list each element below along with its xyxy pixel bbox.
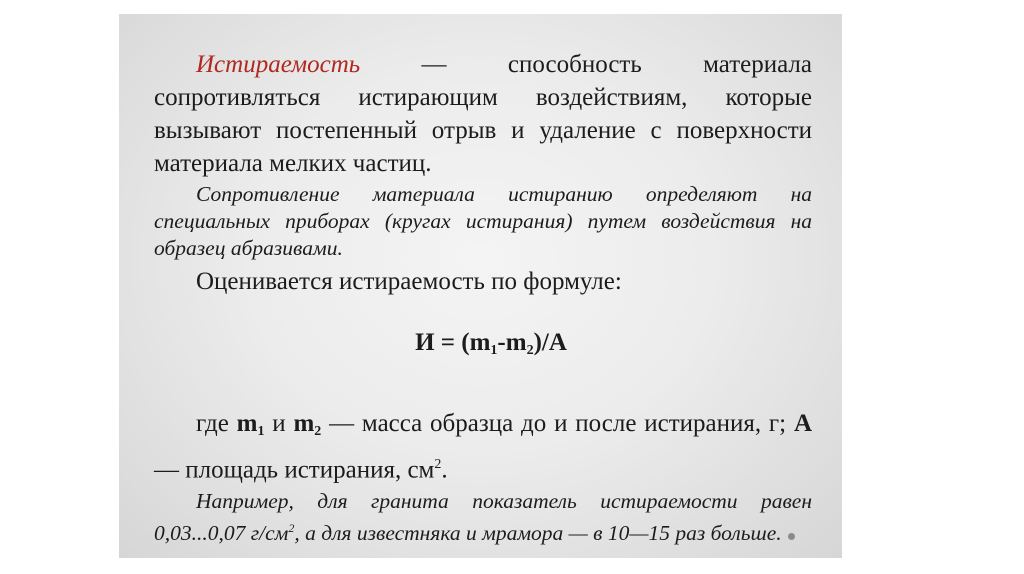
var-m1-letter: m [236,410,258,437]
where-end: . [441,456,448,484]
area-sup: 2 [434,457,442,472]
var-m2-letter: m [293,410,315,437]
example-text-before: Например, для гранита показатель истираемости равен 0,03...0,07 г/см [154,489,812,546]
formula [154,326,812,367]
mass-text: — масса образца до и после истирания, г; [321,410,794,437]
definition-text: — способность материала сопротивляться истирающим воздействиям, которые вызывают постепенный отрыв и удаление с поверхности материала мелких частиц. [154,51,812,177]
var-m2 [293,410,321,437]
term-highlight: Истираемость [196,51,361,78]
formula-sub-2: 2 [526,343,534,358]
where-and: и [264,410,294,437]
area-text: — площадь истирания, см [154,456,435,484]
slide-content [154,48,812,547]
formula-intro: Оценивается истираемость по формуле: [196,268,622,295]
formula-sub-1: 1 [490,343,498,358]
example-text-after: , а для известняка и мрамора — в 10—15 раз больше. [294,521,782,546]
example-sup: 2 [288,521,295,536]
definition-paragraph [154,48,812,180]
var-m1 [237,410,265,437]
var-m1-sub: 1 [257,424,265,439]
corner-dot [788,533,795,540]
example-paragraph [154,488,812,547]
var-m2-sub: 2 [314,424,322,439]
where-prefix: где [196,410,237,437]
var-a: А [793,410,812,437]
method-paragraph: Сопротивление материала истиранию определяют на специальных приборах (кругах истирания) путем воздействия на образец абразивами. [154,182,812,260]
formula-lhs: И = (m [415,329,491,356]
formula-mid: -m [497,329,527,356]
slide [119,14,842,558]
formula-rhs: )/А [533,329,567,356]
variables-paragraph [154,407,812,486]
